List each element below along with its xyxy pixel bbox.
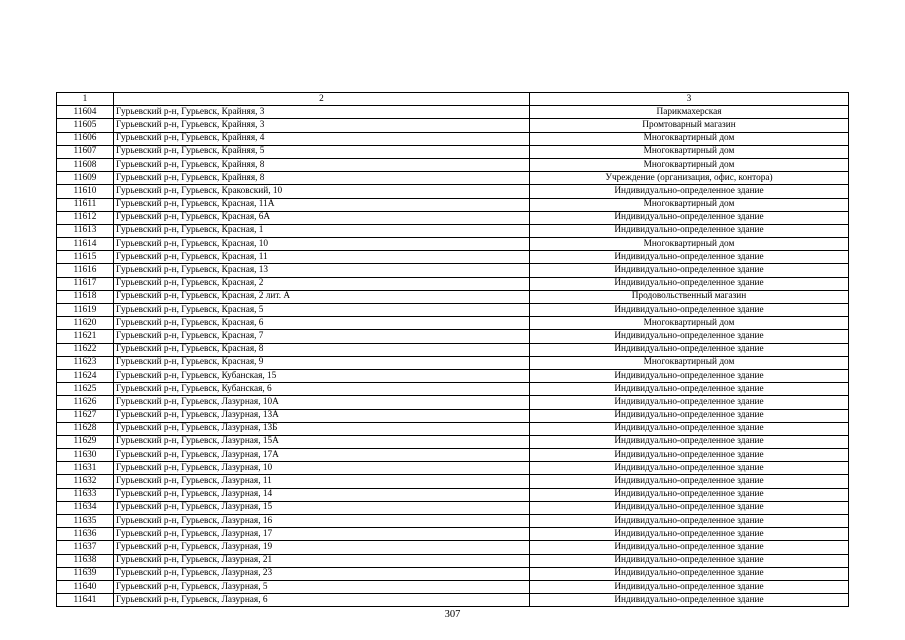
cell-type: Индивидуально-определенное здание xyxy=(530,383,849,396)
cell-address: Гурьевский р-н, Гурьевск, Красная, 11 xyxy=(114,251,530,264)
table-row xyxy=(57,475,849,488)
cell-number: 11607 xyxy=(57,145,114,158)
cell-number: 11611 xyxy=(57,198,114,211)
table-row xyxy=(57,238,849,251)
cell-address: Гурьевский р-н, Гурьевск, Краковский, 10 xyxy=(114,185,530,198)
table-row xyxy=(57,317,849,330)
cell-address: Гурьевский р-н, Гурьевск, Красная, 1 xyxy=(114,224,530,237)
cell-address: Гурьевский р-н, Гурьевск, Красная, 7 xyxy=(114,330,530,343)
table-row xyxy=(57,119,849,132)
cell-type: Многоквартирный дом xyxy=(530,317,849,330)
cell-type: Индивидуально-определенное здание xyxy=(530,343,849,356)
cell-number: 11606 xyxy=(57,132,114,145)
cell-number: 11634 xyxy=(57,501,114,514)
cell-address: Гурьевский р-н, Гурьевск, Красная, 9 xyxy=(114,356,530,369)
cell-type: Многоквартирный дом xyxy=(530,145,849,158)
cell-type: Индивидуально-определенное здание xyxy=(530,554,849,567)
cell-address: Гурьевский р-н, Гурьевск, Лазурная, 10 xyxy=(114,462,530,475)
cell-address: Гурьевский р-н, Гурьевск, Крайняя, 5 xyxy=(114,145,530,158)
page-number: 307 xyxy=(444,609,461,620)
cell-type: Индивидуально-определенное здание xyxy=(530,277,849,290)
cell-number: 11624 xyxy=(57,369,114,382)
cell-address: Гурьевский р-н, Гурьевск, Кубанская, 6 xyxy=(114,383,530,396)
cell-type: Индивидуально-определенное здание xyxy=(530,211,849,224)
cell-number: 11626 xyxy=(57,396,114,409)
cell-number: 11617 xyxy=(57,277,114,290)
cell-type: Индивидуально-определенное здание xyxy=(530,501,849,514)
table-row xyxy=(57,224,849,237)
table-row xyxy=(57,488,849,501)
table-body xyxy=(57,106,849,607)
cell-address: Гурьевский р-н, Гурьевск, Крайняя, 3 xyxy=(114,119,530,132)
cell-type: Индивидуально-определенное здание xyxy=(530,475,849,488)
cell-type: Индивидуально-определенное здание xyxy=(530,264,849,277)
cell-type: Индивидуально-определенное здание xyxy=(530,567,849,580)
table-row xyxy=(57,396,849,409)
cell-address: Гурьевский р-н, Гурьевск, Красная, 2 xyxy=(114,277,530,290)
cell-type: Индивидуально-определенное здание xyxy=(530,488,849,501)
cell-address: Гурьевский р-н, Гурьевск, Крайняя, 3 xyxy=(114,106,530,119)
cell-number: 11621 xyxy=(57,330,114,343)
table-row xyxy=(57,264,849,277)
table-row xyxy=(57,594,849,607)
table-row xyxy=(57,462,849,475)
cell-type: Индивидуально-определенное здание xyxy=(530,304,849,317)
cell-number: 11627 xyxy=(57,409,114,422)
table-row xyxy=(57,383,849,396)
cell-address: Гурьевский р-н, Гурьевск, Лазурная, 14 xyxy=(114,488,530,501)
cell-type: Индивидуально-определенное здание xyxy=(530,594,849,607)
cell-number: 11630 xyxy=(57,449,114,462)
cell-number: 11612 xyxy=(57,211,114,224)
cell-type: Продовольственный магазин xyxy=(530,290,849,303)
cell-address: Гурьевский р-н, Гурьевск, Лазурная, 16 xyxy=(114,515,530,528)
cell-address: Гурьевский р-н, Гурьевск, Красная, 5 xyxy=(114,304,530,317)
cell-number: 11604 xyxy=(57,106,114,119)
cell-type: Промтоварный магазин xyxy=(530,119,849,132)
table-row xyxy=(57,409,849,422)
cell-number: 11639 xyxy=(57,567,114,580)
cell-address: Гурьевский р-н, Гурьевск, Красная, 6А xyxy=(114,211,530,224)
cell-address: Гурьевский р-н, Гурьевск, Крайняя, 4 xyxy=(114,132,530,145)
cell-number: 11640 xyxy=(57,580,114,593)
table-row xyxy=(57,356,849,369)
cell-address: Гурьевский р-н, Гурьевск, Красная, 13 xyxy=(114,264,530,277)
cell-number: 11605 xyxy=(57,119,114,132)
cell-number: 11632 xyxy=(57,475,114,488)
registry-table xyxy=(56,92,849,607)
cell-type: Индивидуально-определенное здание xyxy=(530,528,849,541)
cell-address: Гурьевский р-н, Гурьевск, Лазурная, 19 xyxy=(114,541,530,554)
cell-type: Учреждение (организация, офис, контора) xyxy=(530,172,849,185)
cell-type: Индивидуально-определенное здание xyxy=(530,330,849,343)
table-row xyxy=(57,277,849,290)
table-row xyxy=(57,158,849,171)
cell-number: 11638 xyxy=(57,554,114,567)
table-row xyxy=(57,198,849,211)
cell-number: 11618 xyxy=(57,290,114,303)
cell-type: Индивидуально-определенное здание xyxy=(530,580,849,593)
cell-type: Многоквартирный дом xyxy=(530,158,849,171)
table-row xyxy=(57,304,849,317)
cell-type: Многоквартирный дом xyxy=(530,198,849,211)
table-row xyxy=(57,132,849,145)
cell-address: Гурьевский р-н, Гурьевск, Лазурная, 17 xyxy=(114,528,530,541)
cell-number: 11635 xyxy=(57,515,114,528)
cell-type: Индивидуально-определенное здание xyxy=(530,251,849,264)
table-row xyxy=(57,369,849,382)
cell-number: 11615 xyxy=(57,251,114,264)
cell-number: 11613 xyxy=(57,224,114,237)
cell-number: 11608 xyxy=(57,158,114,171)
cell-type: Многоквартирный дом xyxy=(530,132,849,145)
table-row xyxy=(57,185,849,198)
table-row xyxy=(57,422,849,435)
cell-type: Индивидуально-определенное здание xyxy=(530,515,849,528)
cell-type: Индивидуально-определенное здание xyxy=(530,224,849,237)
cell-number: 11641 xyxy=(57,594,114,607)
cell-number: 11616 xyxy=(57,264,114,277)
cell-number: 11633 xyxy=(57,488,114,501)
cell-address: Гурьевский р-н, Гурьевск, Лазурная, 21 xyxy=(114,554,530,567)
cell-type: Индивидуально-определенное здание xyxy=(530,541,849,554)
cell-type: Многоквартирный дом xyxy=(530,238,849,251)
cell-type: Индивидуально-определенное здание xyxy=(530,396,849,409)
table-row xyxy=(57,251,849,264)
cell-number: 11619 xyxy=(57,304,114,317)
table-header-row xyxy=(57,93,849,106)
cell-number: 11625 xyxy=(57,383,114,396)
cell-address: Гурьевский р-н, Гурьевск, Крайняя, 8 xyxy=(114,172,530,185)
cell-address: Гурьевский р-н, Гурьевск, Кубанская, 15 xyxy=(114,369,530,382)
table-row xyxy=(57,567,849,580)
cell-number: 11614 xyxy=(57,238,114,251)
table-row xyxy=(57,528,849,541)
table-row xyxy=(57,343,849,356)
cell-type: Индивидуально-определенное здание xyxy=(530,462,849,475)
table-row xyxy=(57,501,849,514)
cell-number: 11620 xyxy=(57,317,114,330)
table-row xyxy=(57,145,849,158)
cell-address: Гурьевский р-н, Гурьевск, Лазурная, 23 xyxy=(114,567,530,580)
cell-number: 11623 xyxy=(57,356,114,369)
cell-address: Гурьевский р-н, Гурьевск, Крайняя, 8 xyxy=(114,158,530,171)
cell-address: Гурьевский р-н, Гурьевск, Лазурная, 5 xyxy=(114,580,530,593)
cell-number: 11631 xyxy=(57,462,114,475)
column-header-type: 3 xyxy=(530,93,849,106)
table-row xyxy=(57,515,849,528)
table-row xyxy=(57,554,849,567)
cell-number: 11610 xyxy=(57,185,114,198)
cell-address: Гурьевский р-н, Гурьевск, Лазурная, 13Б xyxy=(114,422,530,435)
cell-address: Гурьевский р-н, Гурьевск, Лазурная, 11 xyxy=(114,475,530,488)
table-row xyxy=(57,580,849,593)
cell-type: Индивидуально-определенное здание xyxy=(530,449,849,462)
cell-address: Гурьевский р-н, Гурьевск, Красная, 11А xyxy=(114,198,530,211)
table-row xyxy=(57,290,849,303)
cell-address: Гурьевский р-н, Гурьевск, Лазурная, 13А xyxy=(114,409,530,422)
column-header-number: 1 xyxy=(57,93,114,106)
cell-number: 11609 xyxy=(57,172,114,185)
column-header-address: 2 xyxy=(114,93,530,106)
cell-number: 11637 xyxy=(57,541,114,554)
cell-address: Гурьевский р-н, Гурьевск, Красная, 2 лит. А xyxy=(114,290,530,303)
cell-number: 11628 xyxy=(57,422,114,435)
cell-type: Индивидуально-определенное здание xyxy=(530,422,849,435)
table-row xyxy=(57,172,849,185)
cell-address: Гурьевский р-н, Гурьевск, Лазурная, 15А xyxy=(114,435,530,448)
cell-address: Гурьевский р-н, Гурьевск, Лазурная, 15 xyxy=(114,501,530,514)
cell-type: Индивидуально-определенное здание xyxy=(530,185,849,198)
cell-address: Гурьевский р-н, Гурьевск, Красная, 8 xyxy=(114,343,530,356)
table-row xyxy=(57,435,849,448)
table-row xyxy=(57,541,849,554)
table-row xyxy=(57,330,849,343)
cell-number: 11629 xyxy=(57,435,114,448)
table-row xyxy=(57,211,849,224)
cell-type: Парикмахерская xyxy=(530,106,849,119)
table-row xyxy=(57,106,849,119)
cell-type: Индивидуально-определенное здание xyxy=(530,435,849,448)
cell-address: Гурьевский р-н, Гурьевск, Красная, 10 xyxy=(114,238,530,251)
cell-number: 11622 xyxy=(57,343,114,356)
cell-number: 11636 xyxy=(57,528,114,541)
cell-type: Индивидуально-определенное здание xyxy=(530,369,849,382)
cell-address: Гурьевский р-н, Гурьевск, Лазурная, 17А xyxy=(114,449,530,462)
cell-address: Гурьевский р-н, Гурьевск, Лазурная, 10А xyxy=(114,396,530,409)
cell-address: Гурьевский р-н, Гурьевск, Красная, 6 xyxy=(114,317,530,330)
cell-type: Многоквартирный дом xyxy=(530,356,849,369)
table-row xyxy=(57,449,849,462)
cell-type: Индивидуально-определенное здание xyxy=(530,409,849,422)
cell-address: Гурьевский р-н, Гурьевск, Лазурная, 6 xyxy=(114,594,530,607)
